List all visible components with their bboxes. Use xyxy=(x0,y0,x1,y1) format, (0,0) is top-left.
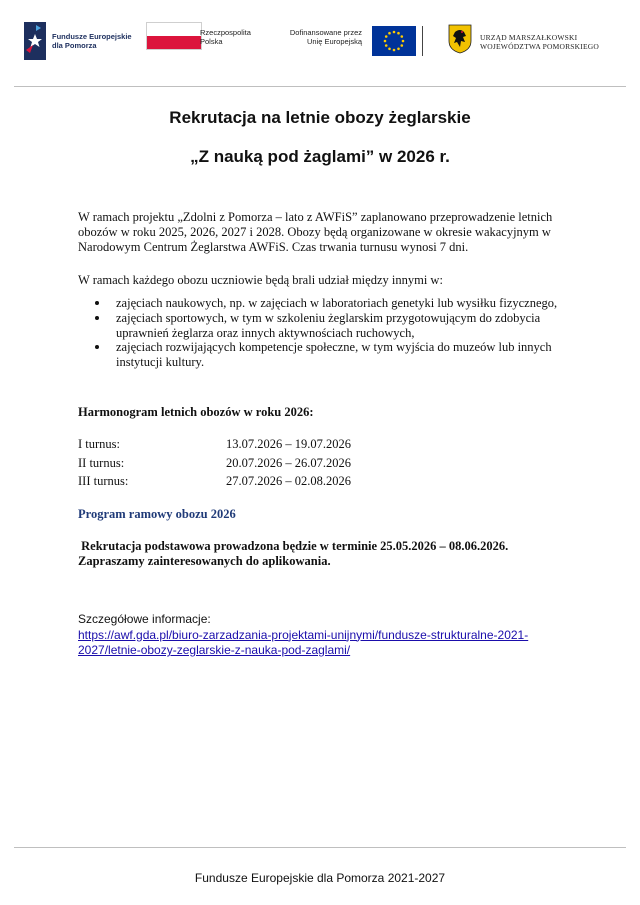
turnus-label: II turnus: xyxy=(78,456,125,470)
rp-line2: Polska xyxy=(200,37,223,46)
schedule-heading: Harmonogram letnich obozów w roku 2026: xyxy=(78,405,314,419)
ue-text xyxy=(260,28,368,46)
turnus-dates: 20.07.2026 – 26.07.2026 xyxy=(226,456,351,470)
page-title: Rekrutacja na letnie obozy żeglarskie xyxy=(169,108,471,127)
header-separator xyxy=(14,86,626,87)
recruitment-line1: Rekrutacja podstawowa prowadzona będzie w terminie 25.05.2026 – 08.06.2026. xyxy=(78,539,509,553)
fe-logo-line2: dla Pomorza xyxy=(52,41,97,50)
fe-logo xyxy=(24,22,132,60)
ue-line1: Dofinansowane przez xyxy=(289,28,362,37)
turnus-label: III turnus: xyxy=(78,474,129,488)
bullet-icon xyxy=(95,345,99,349)
header-logos xyxy=(24,22,616,62)
rp-text xyxy=(194,28,251,46)
um-logo xyxy=(448,24,599,59)
bullet-icon xyxy=(95,316,99,320)
details-url-link[interactable]: https://awf.gda.pl/biuro-zarzadzania-projektami-unijnymi/fundusze-strukturalne-2021- 2027/letnie-obozy-zeglarskie-z-nauka-pod-zaglami/ xyxy=(78,627,529,657)
footer-separator xyxy=(14,847,626,848)
intro-paragraph: W ramach projektu „Zdolni z Pomorza – lato z AWFiS” zaplanowano przeprowadzenie letnich obozów w roku 2025, 2026, 2027 i 2028. Obozy będą organizowane w okresie wakacyjnym w Narodowym Centrum Żeglarstwa AWFiS. Czas trwania turnusu wynosi 7 dni. xyxy=(78,210,553,254)
pomorskie-griffin-icon xyxy=(448,24,472,59)
fe-star-icon xyxy=(24,22,46,60)
list-item: zajęciach naukowych, np. w zajęciach w laboratoriach genetyki lub wysiłku fizycznego, xyxy=(116,296,568,311)
um-line1: URZĄD MARSZAŁKOWSKI xyxy=(480,32,578,42)
list-item: zajęciach sportowych, w tym w szkoleniu żeglarskim przygotowującym do zdobycia uprawnień żeglarza oraz innych aktywnościach ruchowych, xyxy=(116,311,568,341)
turnus-dates: 27.07.2026 – 02.08.2026 xyxy=(226,474,351,488)
recruitment-info xyxy=(78,539,572,569)
header-divider xyxy=(422,26,423,56)
turnus-dates: 13.07.2026 – 19.07.2026 xyxy=(226,437,351,451)
details-section xyxy=(78,612,578,659)
fe-logo-line1: Fundusze Europejskie xyxy=(52,32,132,41)
recruitment-line2: Zapraszamy zainteresowanych do aplikowania. xyxy=(78,553,331,568)
eu-flag-icon xyxy=(372,26,416,56)
page-subtitle: „Z nauką pod żaglami” w 2026 r. xyxy=(190,147,450,166)
eu-logo xyxy=(372,26,416,56)
activities-intro: W ramach każdego obozu uczniowie będą brali udział między innymi w: xyxy=(78,273,443,287)
list-item: zajęciach rozwijających kompetencje społeczne, w tym wyjścia do muzeów lub innych instytucji kultury. xyxy=(116,340,568,370)
page-footer: Fundusze Europejskie dla Pomorza 2021-2027 xyxy=(194,871,446,885)
rp-line1: Rzeczpospolita xyxy=(200,28,251,37)
bullet-icon xyxy=(95,301,99,305)
program-link[interactable]: Program ramowy obozu 2026 xyxy=(78,507,236,521)
activities-list xyxy=(78,296,568,370)
details-label: Szczegółowe informacje: xyxy=(78,612,211,626)
ue-line2: Unię Europejską xyxy=(306,37,362,46)
um-line2: WOJEWÓDZTWA POMORSKIEGO xyxy=(480,41,599,51)
turnus-label: I turnus: xyxy=(78,437,121,451)
